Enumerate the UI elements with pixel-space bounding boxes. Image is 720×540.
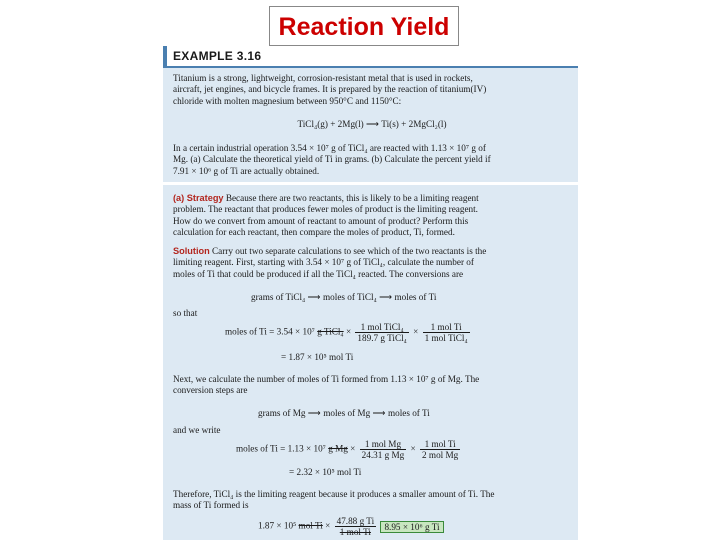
calc2-result: = 2.32 × 10⁵ mol Ti bbox=[289, 467, 362, 477]
calc2-times: × bbox=[350, 443, 356, 454]
calc1-f1-numerator: 1 mol TiCl₄ bbox=[355, 322, 408, 333]
so-that-text: so that bbox=[173, 308, 198, 318]
question-line: 7.91 × 10⁶ g of Ti are actually obtained. bbox=[173, 165, 320, 176]
example-header bbox=[163, 46, 578, 68]
strategy-line: calculation for each reactant, then compare the moles of product, Ti, formed. bbox=[173, 226, 455, 237]
slide-title: Reaction Yield bbox=[269, 6, 459, 46]
example-header-tab bbox=[163, 46, 167, 68]
calc3-times: × bbox=[325, 520, 331, 531]
section-divider bbox=[163, 182, 578, 185]
calc3-denominator: 1 mol Ti bbox=[339, 527, 371, 537]
calc2-fraction-2 bbox=[420, 439, 460, 460]
calc2-fraction-1 bbox=[360, 439, 407, 460]
calculation-2 bbox=[236, 439, 462, 460]
solution-line: limiting reagent. First, starting with 3.54 × 10⁷ g of TiCl₄, calculate the number of bbox=[173, 257, 474, 268]
calc1-times: × bbox=[413, 326, 419, 337]
calc2-f2-denominator: 2 mol Mg bbox=[422, 450, 459, 460]
calc1-f1-denominator: 189.7 g TiCl₄ bbox=[357, 333, 407, 343]
calc1-f2-denominator: 1 mol TiCl₄ bbox=[424, 333, 468, 343]
intro-line: chloride with molten magnesium between 950°C and 1150°C: bbox=[173, 95, 402, 106]
question-line: Mg. (a) Calculate the theoretical yield of Ti in grams. (b) Calculate the percent yield if bbox=[173, 154, 491, 165]
calc3-lhs: 1.87 × 10⁵ bbox=[258, 520, 297, 531]
calculation-1 bbox=[225, 322, 472, 343]
example-question bbox=[173, 143, 571, 177]
calc1-fraction-1 bbox=[355, 322, 408, 343]
calc3-numerator: 47.88 g Ti bbox=[336, 516, 375, 526]
strategy-line: How do we convert from amount of reactant to amount of product? Perform this bbox=[173, 215, 469, 226]
intro-line: Titanium is a strong, lightweight, corrosion-resistant metal that is used in rockets, bbox=[173, 73, 473, 83]
solution-heading: Solution bbox=[173, 246, 210, 256]
therefore-line: Therefore, TiCl₄ is the limiting reagent because it produces a smaller amount of Ti. The bbox=[173, 489, 495, 499]
calc2-lhs: moles of Ti = 1.13 × 10⁷ bbox=[236, 443, 326, 454]
solution-line: Carry out two separate calculations to see which of the two reactants is the bbox=[212, 246, 487, 256]
calc2-f2-numerator: 1 mol Ti bbox=[420, 439, 460, 450]
calc1-times: × bbox=[345, 326, 352, 337]
strategy-line: problem. The reactant that produces fewer moles of product is the limiting reagent. bbox=[173, 204, 478, 215]
calc1-fraction-2 bbox=[423, 322, 470, 343]
calculation-3 bbox=[258, 516, 444, 537]
therefore-line: mass of Ti formed is bbox=[173, 500, 249, 511]
next-paragraph bbox=[173, 374, 571, 397]
strategy-heading: (a) Strategy bbox=[173, 193, 224, 203]
next-line: Next, we calculate the number of moles of Ti formed from 1.13 × 10⁷ g of Mg. The bbox=[173, 374, 480, 384]
example-intro bbox=[173, 73, 571, 107]
strategy-line: Because there are two reactants, this is likely to be a limiting reagent bbox=[225, 193, 479, 203]
reaction-equation: TiCl₄(g) + 2Mg(l) ⟶ Ti(s) + 2MgCl₂(l) bbox=[297, 119, 447, 129]
conversion-path-2: grams of Mg ⟶ moles of Mg ⟶ moles of Ti bbox=[258, 408, 430, 418]
solution-line: moles of Ti that could be produced if all the TiCl₄ reacted. The conversions are bbox=[173, 268, 464, 279]
textbook-page bbox=[163, 46, 578, 540]
final-answer-box: 8.95 × 10⁶ g Ti bbox=[380, 521, 443, 533]
next-line: conversion steps are bbox=[173, 385, 248, 396]
strategy-block bbox=[173, 193, 571, 238]
question-line: In a certain industrial operation 3.54 × 10⁷ g of TiCl₄ are reacted with 1.13 × 10⁷ g of bbox=[173, 143, 486, 153]
calc1-f2-numerator: 1 mol Ti bbox=[423, 322, 470, 333]
solution-block bbox=[173, 246, 571, 280]
and-we-write-text: and we write bbox=[173, 425, 221, 435]
calc1-lhs: moles of Ti = 3.54 × 10⁷ bbox=[225, 326, 315, 337]
example-label: EXAMPLE 3.16 bbox=[173, 49, 262, 63]
therefore-paragraph bbox=[173, 489, 571, 512]
conversion-path-1: grams of TiCl₄ ⟶ moles of TiCl₄ ⟶ moles of Ti bbox=[251, 292, 437, 302]
calc3-unit: mol Ti bbox=[298, 520, 323, 531]
calc2-gram-unit: g Mg bbox=[328, 443, 348, 454]
calc2-f1-numerator: 1 mol Mg bbox=[360, 439, 407, 450]
calc2-f1-denominator: 24.31 g Mg bbox=[361, 450, 405, 460]
calc1-result: = 1.87 × 10⁵ mol Ti bbox=[281, 352, 354, 362]
calc1-gram-unit: g TiCl₄ bbox=[317, 326, 344, 337]
calc3-fraction bbox=[335, 516, 377, 537]
calc2-times: × bbox=[410, 443, 416, 454]
intro-line: aircraft, jet engines, and bicycle frames. It is prepared by the reaction of titanium(IV) bbox=[173, 84, 487, 95]
